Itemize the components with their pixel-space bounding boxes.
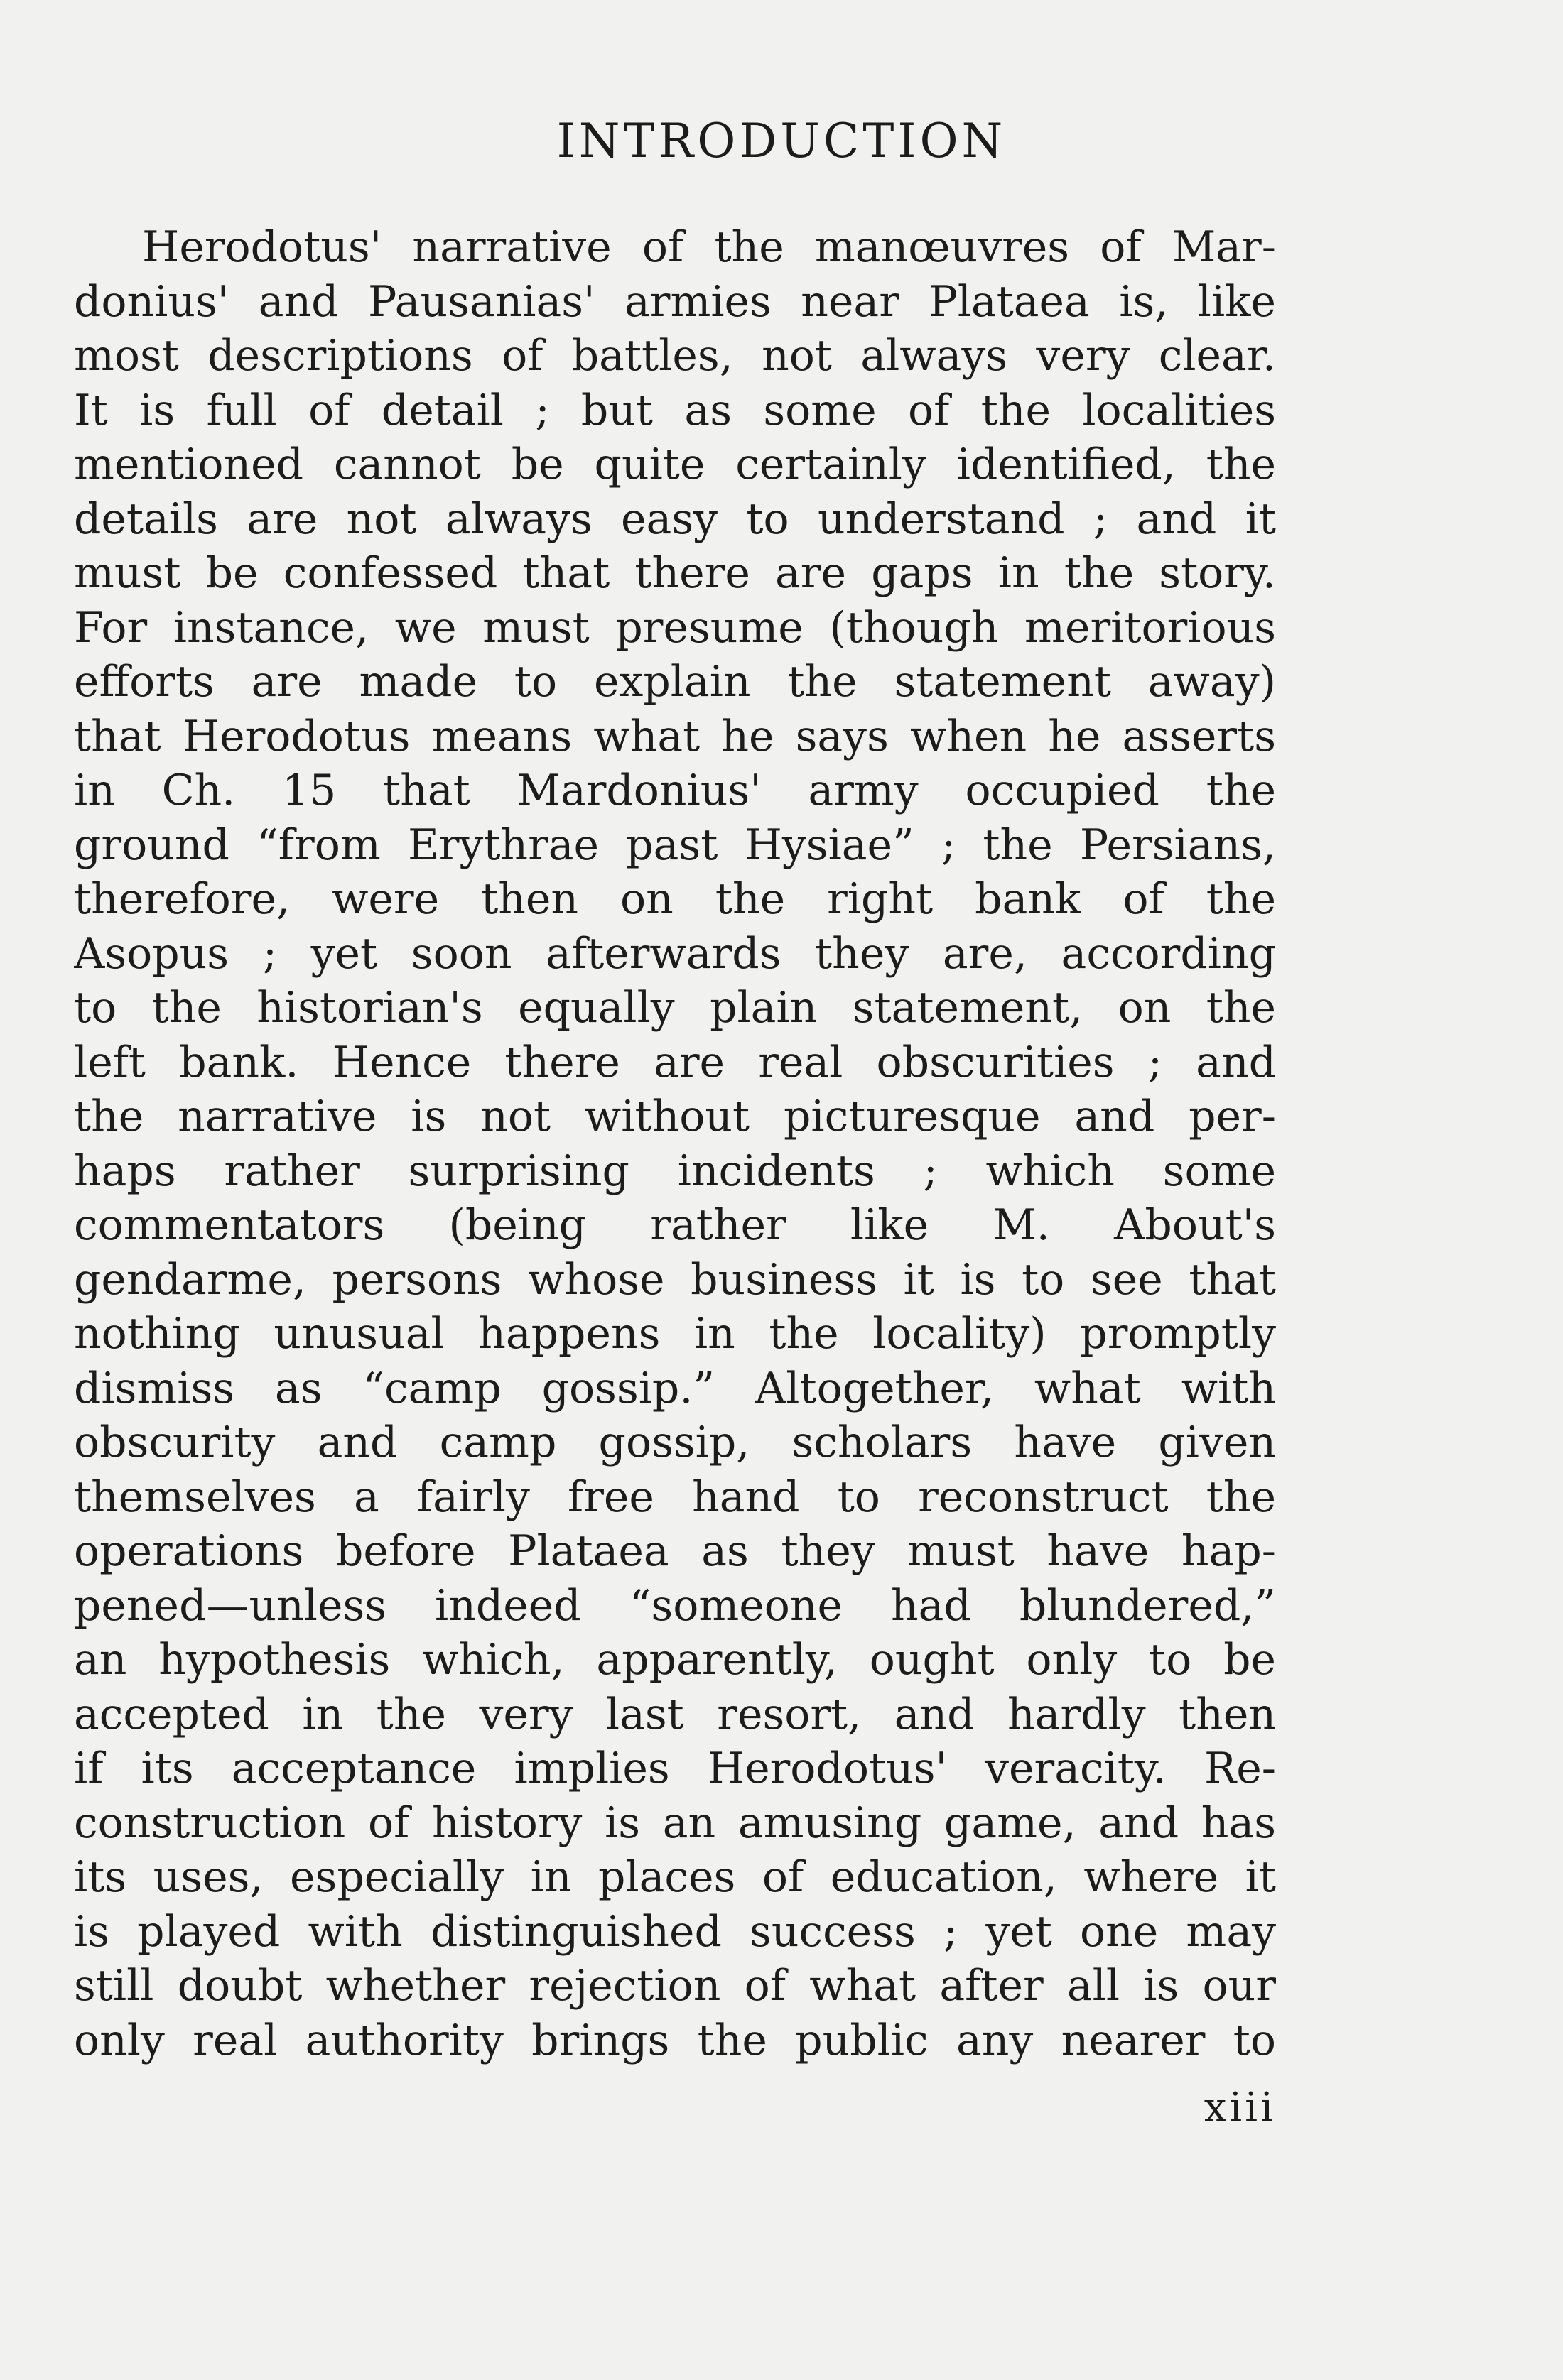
body-text: [74, 220, 1276, 2067]
text-line: that Herodotus means what he says when he asserts: [74, 711, 1276, 761]
text-line: therefore, were then on the right bank of the: [74, 874, 1276, 924]
text-line: left bank. Hence there are real obscurities ; and: [74, 1037, 1276, 1087]
text-line: most descriptions of battles, not always very clear.: [74, 331, 1276, 381]
text-line: commentators (being rather like M. About's: [74, 1200, 1276, 1250]
text-line: themselves a fairly free hand to reconstruct the: [74, 1472, 1276, 1522]
page-heading: INTRODUCTION: [556, 114, 1007, 168]
text-line: For instance, we must presume (though meritorious: [74, 602, 1276, 653]
text-line: the narrative is not without picturesque and per-: [74, 1092, 1276, 1141]
text-line: only real authority brings the public any nearer to: [74, 2015, 1276, 2065]
text-line: still doubt whether rejection of what after all is our: [74, 1961, 1276, 2011]
text-line: must be confessed that there are gaps in the story.: [74, 548, 1276, 598]
text-line: mentioned cannot be quite certainly identified, the: [74, 440, 1276, 489]
text-line: pened—unless indeed “someone had blundered,”: [74, 1580, 1276, 1631]
text-line: gendarme, persons whose business it is to see that: [74, 1254, 1276, 1305]
text-line: It is full of detail ; but as some of the localities: [74, 385, 1276, 435]
text-line: ground “from Erythrae past Hysiae” ; the Persians,: [74, 820, 1276, 870]
text-line: dismiss as “camp gossip.” Altogether, what with: [74, 1363, 1276, 1413]
text-line: to the historian's equally plain statement, on the: [74, 983, 1276, 1033]
text-line: operations before Plataea as they must have hap-: [74, 1526, 1276, 1576]
text-line: accepted in the very last resort, and hardly then: [74, 1689, 1276, 1739]
text-line: details are not always easy to understand ; and it: [74, 494, 1276, 544]
text-line: efforts are made to explain the statement away): [74, 657, 1276, 707]
text-line: donius' and Pausanias' armies near Plataea is, like: [74, 276, 1276, 327]
text-line: Herodotus' narrative of the manœuvres of Mar-: [142, 222, 1276, 272]
text-line: if its acceptance implies Herodotus' veracity. Re-: [74, 1744, 1276, 1793]
text-line: Asopus ; yet soon afterwards they are, according: [74, 928, 1276, 979]
text-line: obscurity and camp gossip, scholars have given: [74, 1418, 1276, 1467]
text-line: haps rather surprising incidents ; which some: [74, 1146, 1276, 1196]
text-line: its uses, especially in places of education, where it: [74, 1852, 1276, 1902]
text-line: construction of history is an amusing game, and has: [74, 1798, 1276, 1848]
text-line: an hypothesis which, apparently, ought only to be: [74, 1635, 1276, 1685]
text-line: in Ch. 15 that Mardonius' army occupied the: [74, 766, 1276, 815]
text-line: is played with distinguished success ; yet one may: [74, 1906, 1276, 1957]
text-line: nothing unusual happens in the locality) promptly: [74, 1309, 1276, 1359]
page-number: xiii: [1204, 2085, 1276, 2131]
